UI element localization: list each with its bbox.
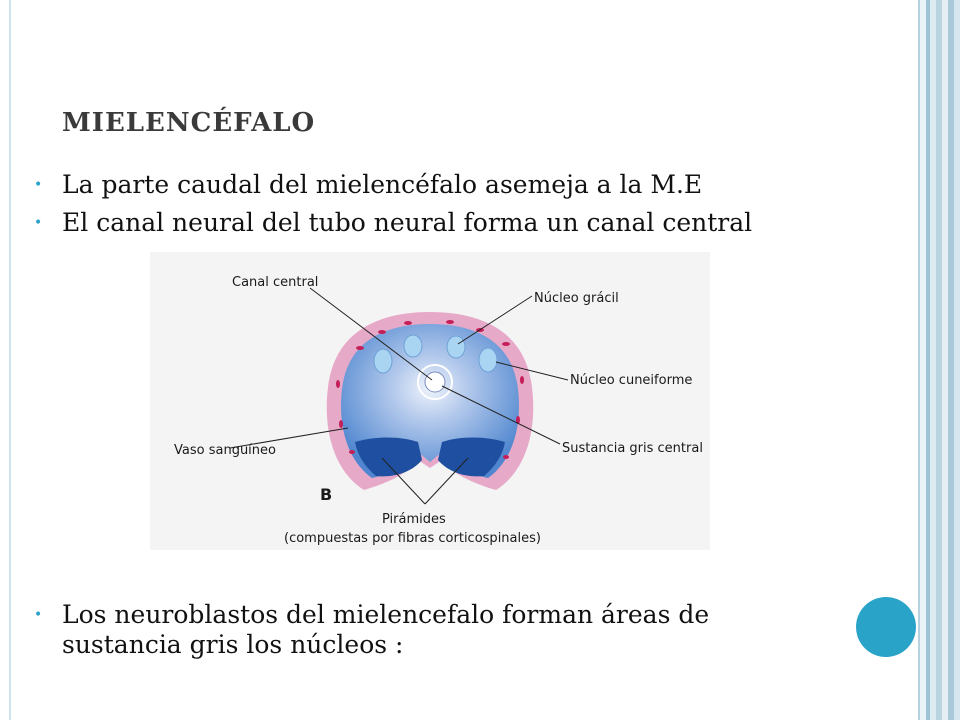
label-canal-central: Canal central xyxy=(232,275,319,290)
nucleus-gracile-right xyxy=(447,336,465,358)
label-piramides: Pirámides xyxy=(382,512,446,527)
label-sustancia-gris-central: Sustancia gris central xyxy=(562,441,703,456)
label-piramides-note: (compuestas por fibras corticospinales) xyxy=(284,531,541,546)
left-border-rule xyxy=(9,0,11,720)
bullet-text: La parte caudal del mielencéfalo asemeja a la M.E xyxy=(62,170,703,199)
label-nucleo-cuneiforme: Núcleo cuneiforme xyxy=(570,373,693,388)
bullet-item xyxy=(34,600,834,660)
bullet-list-bottom xyxy=(34,600,834,668)
nucleus-cuneiform-right xyxy=(479,348,497,372)
label-vaso-sanguineo: Vaso sanguíneo xyxy=(174,443,276,458)
bullet-text: El canal neural del tubo neural forma un canal central xyxy=(62,208,753,237)
bullet-item xyxy=(34,170,834,200)
cross-section-svg xyxy=(150,252,710,550)
central-canal xyxy=(425,372,445,392)
medulla-cross-section-figure xyxy=(150,252,710,550)
bullet-marker-icon: • xyxy=(34,607,43,623)
bullet-item xyxy=(34,208,834,238)
bullet-marker-icon: • xyxy=(34,177,43,193)
decorative-circle xyxy=(856,597,916,657)
label-panel-b: B xyxy=(320,485,333,504)
bullet-list-top xyxy=(34,170,834,246)
bullet-marker-icon: • xyxy=(34,215,43,231)
label-nucleo-gracil: Núcleo grácil xyxy=(534,291,619,306)
right-decorative-band xyxy=(918,0,960,720)
nucleus-gracile-left xyxy=(404,335,422,357)
nucleus-cuneiform-left xyxy=(374,349,392,373)
bullet-text: Los neuroblastos del mielencefalo forman áreas de sustancia gris los núcleos : xyxy=(62,600,710,659)
slide-title: MIELENCÉFALO xyxy=(62,108,316,138)
